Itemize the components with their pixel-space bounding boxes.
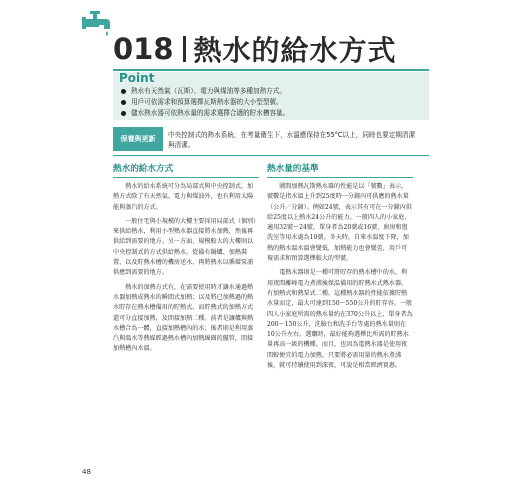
paragraph: 一般住宅與小規模的大樓主要採用局部式（個別）來供給熱水，利用小型熱水器直接將水加熱，然後再供給到需要的地方。另一方面，規模較大的大樓則以中央控制式的方式供給熱水，從備有鍋爐、加熱裝置，以及貯熱水槽的機房送水，再將熱水以循環泵浦供應到需要的地方。 [113, 217, 257, 277]
bullet-icon [121, 100, 126, 105]
paragraph: 熱水的給水系統可分為局部式與中央控制式。加熱方式除了有天然氣、電力與煤油外，也有利用太陽能與蒸汽的方式。 [113, 183, 254, 211]
heading-underline [113, 177, 259, 178]
title-underline [113, 69, 429, 71]
left-column [113, 163, 259, 359]
point-item [121, 86, 289, 97]
point-list [121, 86, 289, 119]
column-heading: 熱水的給水方式 [113, 164, 174, 174]
column-body [267, 182, 413, 371]
column-heading: 熱水量的基準 [267, 164, 319, 174]
page-number: 48 [82, 468, 91, 476]
paragraph: 熱水的加熱方式有，在需要使用時才讓水通過熱水器加熱成熱水的瞬間式加熱；以及將已加熱過的熱水貯存在熱水槽備用的貯熱式。而貯熱式的加熱方式還可分直接加熱，及間接加熱二種。前者是讓爐與熱水槽合為一體，直接加熱槽內的水；後者則是利用蒸汽與溫水等熱媒經過熱水槽內加熱線圈的盤管，間接加熱槽內水溫。 [113, 283, 254, 353]
tip-divider [113, 155, 429, 156]
paragraph: 圖間加熱瓦斯熱水器的性能是以「號數」表示，號數是指水溫上升到25度時一分鐘內可供應的熱水量（公升／分鐘）。例如24號，表示其有可在一分鐘內供給25度以上熱水24公升的能力。一般四人的小家庭，適用32號～24號，單身者為20號或16號，廚房和盥洗室等用水處為10號。冬天時，自來水溫度下降，加熱的熱水溫水溫會變低，加熱能力也會變差，用戶可視需求和預算選擇較大的型號。 [267, 183, 412, 263]
tip-label: 保養與更新 [113, 127, 163, 151]
paragraph: 電熱水器則是一種可將貯存的熱水槽中的水，利用夜間離峰電力煮沸後保温備用的貯熱水式熱水器，有加熱式和熱泵式二種。這種熱水器的性能依據貯熱水量而定，最大可達到150～550公升的貯存容。一般四人小家庭所需的熱水量約在370公升以上，單身者為200～150公升，洗臉台和洗手台等處的熱水量則在10公升左右。選購時，最好能夠選擇比所需的貯熱水量再高一級的機種。而且，也因為電熱水器是使用夜間較便宜的電力加熱，只要將必需用量的熱水煮沸後，就可持續使用到深夜，可說是相當經濟實惠。 [267, 269, 413, 370]
heading-underline [267, 177, 413, 178]
point-item [121, 97, 289, 108]
point-text: 用戶可依需求和預算選擇瓦斯熱水器的大小型型號。 [131, 98, 283, 106]
tip-text: 中央控制式的熱水系統，在考量衛生下，水溫應保持在55°C以上，同時也要定期清潔與清潔。 [168, 131, 416, 149]
point-box [113, 72, 429, 120]
point-item [121, 108, 289, 119]
section-number: 018 [113, 32, 174, 66]
maintenance-tip [113, 127, 429, 151]
section-title: 熱水的給水方式 [193, 34, 397, 67]
water-tap-icon [82, 8, 112, 38]
point-text: 熱水有天然氣（瓦斯）、電力與煤油等多種加熱方式。 [131, 87, 286, 95]
bullet-icon [121, 111, 126, 116]
bullet-icon [121, 89, 126, 94]
point-label: Point [119, 71, 155, 85]
page-title [113, 32, 397, 66]
title-divider [183, 36, 186, 62]
right-column [267, 163, 413, 375]
column-body [113, 182, 259, 355]
point-text: 儲水熱水器可依熱水量的需求選擇合適的貯水槽容量。 [131, 109, 290, 117]
